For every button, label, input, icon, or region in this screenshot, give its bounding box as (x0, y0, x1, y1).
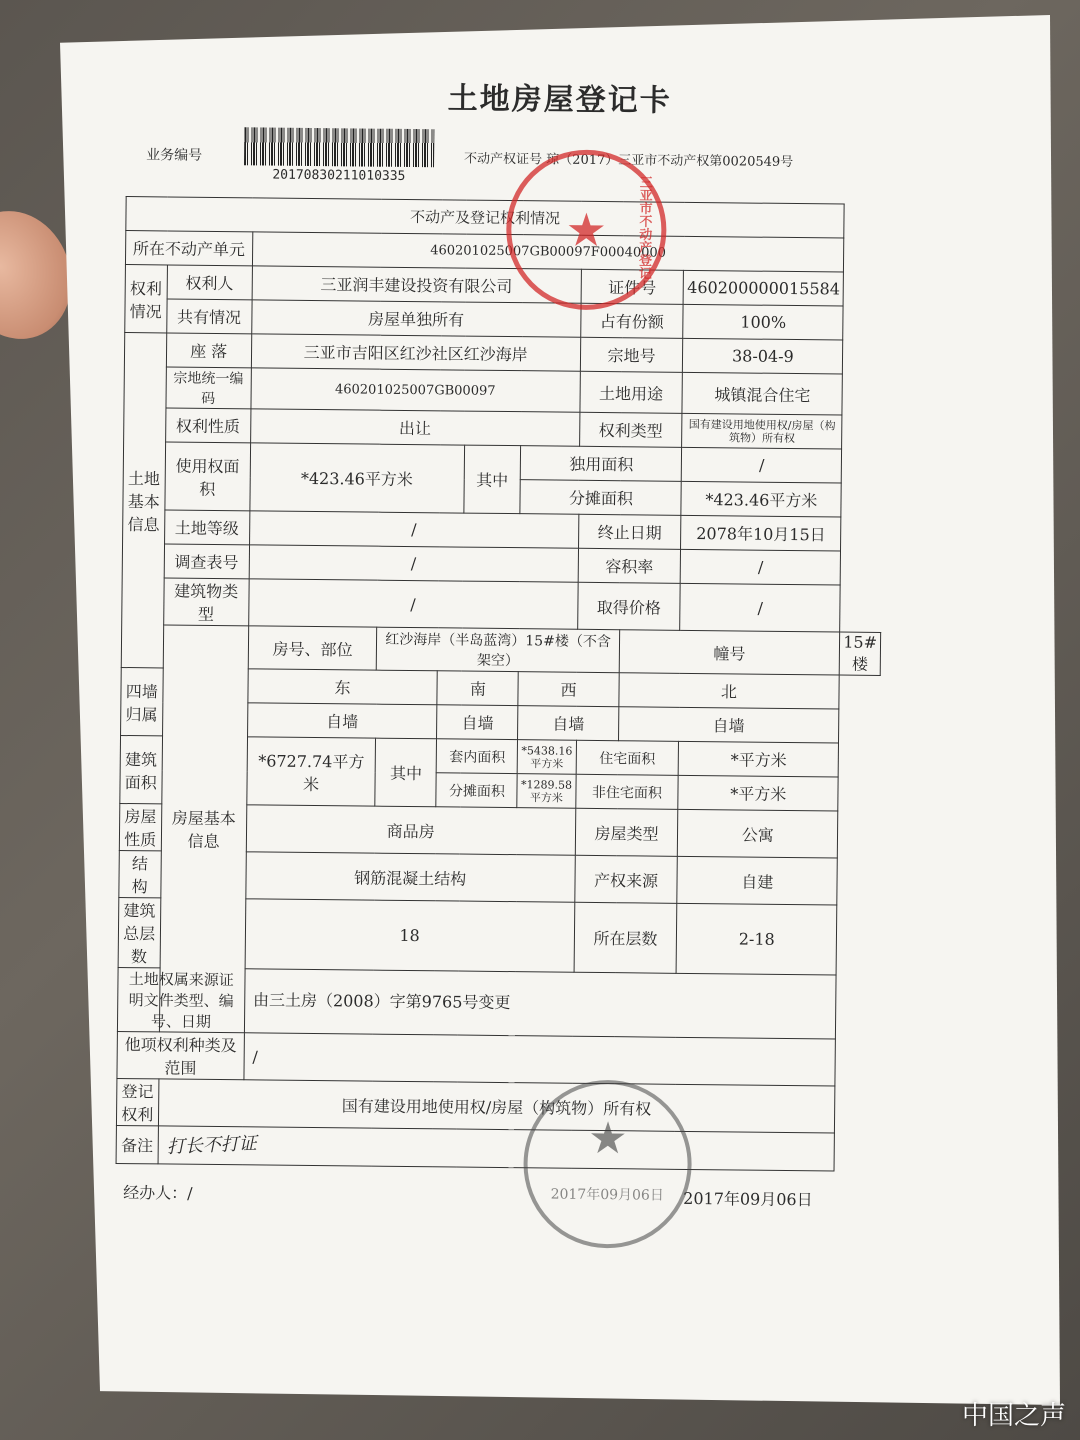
portion-value: 100% (683, 304, 843, 340)
stamp-star-icon: ★ (565, 202, 608, 258)
survey-label: 调查表号 (164, 544, 250, 579)
wall-east-dir: 东 (248, 669, 438, 705)
location-label: 座 落 (166, 333, 252, 368)
use-value: 城镇混合住宅 (682, 372, 842, 415)
res-area-value: *平方米 (679, 741, 839, 777)
remark-handwriting: 打长不打证 (165, 1133, 257, 1158)
house-shared-value: *1289.58平方米 (517, 774, 575, 809)
house-shared-label: 分摊面积 (436, 773, 517, 808)
house-nature-value: 商品房 (246, 805, 575, 855)
document-title: 土地房屋登记卡 (447, 81, 672, 119)
share-label: 共有情况 (166, 299, 252, 334)
wall-east-val: 自墙 (247, 703, 437, 739)
code-label: 宗地统一编码 (166, 367, 252, 409)
barcode-number: 20170830211010335 (272, 167, 406, 184)
nature-label: 权利性质 (165, 408, 251, 443)
inner-area-label: 套内面积 (437, 739, 518, 774)
far-label: 容积率 (578, 548, 681, 583)
wall-south-val: 自墙 (437, 705, 518, 740)
location-value: 三亚市吉阳区红沙社区红沙海岸 (251, 334, 580, 371)
share-value: 房屋单独所有 (251, 300, 580, 337)
floor-area-label: 建筑面积 (120, 735, 162, 803)
room-label: 房号、部位 (248, 626, 377, 670)
stamp-red-text: 三亚市不动产登记 (635, 175, 652, 280)
stamp-date: 2017年09月06日 (550, 1186, 664, 1204)
structure-value: 钢筋混凝土结构 (246, 852, 575, 902)
wall-south-dir: 南 (437, 671, 518, 706)
unit-label: 所在不动产单元 (125, 231, 252, 266)
land-shared-value: *423.46平方米 (681, 481, 841, 517)
use-area-value: *423.46平方米 (250, 443, 465, 513)
portion-label: 占有份额 (580, 303, 683, 338)
handler: 经办人：/ (123, 1183, 193, 1203)
right-type-value: 国有建设用地使用权/房屋（构筑物）所有权 (682, 413, 842, 449)
end-date-label: 终止日期 (578, 514, 681, 549)
holder-value: 三亚润丰建设投资有限公司 (252, 266, 581, 303)
parcel-label: 宗地号 (580, 337, 683, 372)
other-rights-value: / (244, 1033, 836, 1086)
id-value: 460200000015584 (684, 270, 844, 306)
house-nature-label: 房屋性质 (119, 803, 161, 850)
remark-cell (158, 1126, 835, 1171)
inner-area-value: *5438.16平方米 (518, 740, 576, 775)
among-label: 其中 (463, 445, 521, 514)
house-label: 房屋基本信息 (159, 625, 248, 1033)
land-shared-label: 分摊面积 (520, 480, 681, 516)
building-no-label: 幢号 (619, 630, 840, 675)
price-label: 取得价格 (577, 582, 680, 630)
room-value: 红沙海岸（半岛蓝湾）15#楼（不含架空） (377, 627, 620, 673)
land-source-label: 土地权属来源证明文件类型、编号、日期 (117, 967, 244, 1032)
grey-stamp-star-icon: ★ (587, 1112, 628, 1165)
house-type-value: 公寓 (678, 809, 838, 858)
wall-west-dir: 西 (518, 672, 619, 707)
exclusive-value: / (682, 447, 842, 483)
use-label: 土地用途 (579, 371, 682, 413)
grade-value: / (249, 511, 578, 548)
holder-label: 权利人 (167, 265, 253, 300)
exclusive-label: 独用面积 (521, 446, 682, 482)
parcel-value: 38-04-9 (683, 338, 843, 374)
reg-rights-label: 登记权利 (116, 1078, 158, 1125)
weibo-watermark: 中国之声 (961, 1401, 1066, 1431)
price-value: / (680, 583, 840, 632)
wall-west-val: 自墙 (518, 706, 619, 741)
floor-label: 所在层数 (574, 902, 678, 973)
source-value: 自建 (677, 856, 837, 905)
end-date-value: 2078年10月15日 (681, 515, 841, 551)
grade-label: 土地等级 (164, 510, 250, 545)
barcode (244, 127, 435, 184)
building-type-label: 建筑物类型 (163, 578, 249, 626)
wall-north-dir: 北 (619, 673, 840, 709)
section-title: 不动产及登记权利情况 (126, 197, 845, 239)
house-type-label: 房屋类型 (575, 808, 678, 856)
certificate-number: 不动产权证号 琼（2017）三亚市不动产权第0020549号 (464, 151, 794, 171)
floor-area-value: *6727.74平方米 (247, 737, 376, 806)
reg-rights-value: 国有建设用地使用权/房屋（构筑物）所有权 (158, 1079, 835, 1133)
other-rights-label: 他项权利种类及范围 (117, 1031, 244, 1079)
source-label: 产权来源 (574, 855, 677, 903)
nonres-area-label: 非住宅面积 (575, 774, 678, 809)
business-no-label: 业务编号 (146, 147, 203, 164)
nature-value: 出让 (250, 409, 579, 446)
wall-north-val: 自墙 (618, 707, 839, 743)
far-value: / (681, 549, 841, 585)
building-type-value: / (248, 579, 577, 629)
unit-value: 460201025007GB00097F00040000 (252, 232, 844, 272)
footer-date: 2017年09月06日 (683, 1188, 813, 1210)
remark-label: 备注 (116, 1125, 158, 1163)
total-floors-label: 建筑总层数 (118, 897, 160, 967)
code-value: 460201025007GB00097 (251, 368, 580, 412)
registration-card (113, 70, 955, 1229)
land-label: 土地基本信息 (121, 333, 166, 668)
barcode-bars (244, 127, 434, 167)
survey-value: / (249, 545, 578, 582)
floor-value: 2-18 (677, 903, 838, 975)
nonres-area-value: *平方米 (678, 775, 838, 811)
house-among-label: 其中 (375, 738, 437, 807)
structure-label: 结 构 (119, 850, 161, 897)
registration-table (116, 196, 886, 1172)
res-area-label: 住宅面积 (576, 740, 679, 775)
rights-label: 权利情况 (125, 265, 167, 333)
walls-label: 四墙归属 (121, 667, 163, 735)
building-no-value: 15#楼 (839, 632, 880, 675)
use-area-label: 使用权面积 (164, 442, 250, 511)
land-source-value: 由三土房（2008）字第9765号变更 (244, 969, 836, 1039)
grey-seal-stamp (523, 1079, 693, 1249)
total-floors-value: 18 (245, 899, 574, 972)
red-seal-stamp (506, 149, 668, 311)
id-label: 证件号 (581, 269, 684, 304)
right-type-label: 权利类型 (579, 412, 682, 447)
